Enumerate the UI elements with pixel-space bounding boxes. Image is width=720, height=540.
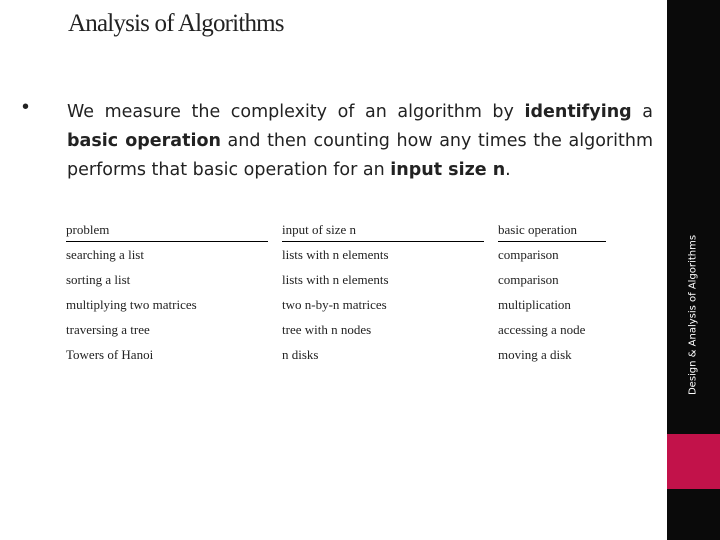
- table-row: [66, 317, 606, 342]
- header-problem: problem: [66, 222, 268, 242]
- header-gap: [484, 222, 498, 242]
- header-gap: [268, 222, 282, 242]
- cell-gap: [268, 342, 282, 367]
- cell-gap: [484, 267, 498, 292]
- bullet-point-icon: •: [22, 96, 30, 118]
- sidebar-course-label: Design & Analysis of Algorithms: [687, 234, 699, 396]
- cell-problem: searching a list: [66, 246, 144, 262]
- cell-problem: sorting a list: [66, 271, 131, 287]
- cell-operation: accessing a node: [498, 321, 586, 337]
- cell-input: tree with n nodes: [282, 321, 372, 337]
- bullet-text: [67, 98, 653, 185]
- cell-problem: Towers of Hanoi: [66, 346, 154, 362]
- cell-gap: [268, 242, 282, 268]
- cell-input: n disks: [282, 346, 319, 362]
- header-basic-operation: basic operation: [498, 222, 606, 242]
- table-row: [66, 342, 606, 367]
- cell-gap: [484, 317, 498, 342]
- bullet-segment: We measure the complexity of an algorithm by: [67, 102, 525, 122]
- slide-title: Analysis of Algorithms: [68, 10, 284, 37]
- cell-operation: moving a disk: [498, 346, 572, 362]
- cell-gap: [484, 342, 498, 367]
- cell-operation: comparison: [498, 271, 559, 287]
- cell-gap: [268, 317, 282, 342]
- bullet-segment: a: [631, 102, 653, 122]
- cell-input: lists with n elements: [282, 246, 389, 262]
- cell-input: two n-by-n matrices: [282, 296, 387, 312]
- bullet-emphasis: identifying: [524, 102, 632, 122]
- cell-gap: [268, 292, 282, 317]
- table-row: [66, 292, 606, 317]
- header-input-size: input of size n: [282, 222, 484, 242]
- cell-operation: multiplication: [498, 296, 571, 312]
- cell-problem: traversing a tree: [66, 321, 150, 337]
- sidebar-accent-block: [667, 434, 720, 489]
- table-header-row: [66, 222, 606, 242]
- cell-operation: comparison: [498, 246, 559, 262]
- algorithms-table: [66, 222, 606, 367]
- cell-gap: [268, 267, 282, 292]
- bullet-emphasis: input size n: [390, 160, 506, 180]
- cell-input: lists with n elements: [282, 271, 389, 287]
- bullet-segment: and then counting how any times the algorithm performs that basic operation for an: [67, 131, 653, 180]
- table-row: [66, 242, 606, 268]
- cell-problem: multiplying two matrices: [66, 296, 197, 312]
- bullet-segment: .: [505, 160, 511, 180]
- bullet-emphasis: basic operation: [67, 131, 221, 151]
- cell-gap: [484, 242, 498, 268]
- table-row: [66, 267, 606, 292]
- cell-gap: [484, 292, 498, 317]
